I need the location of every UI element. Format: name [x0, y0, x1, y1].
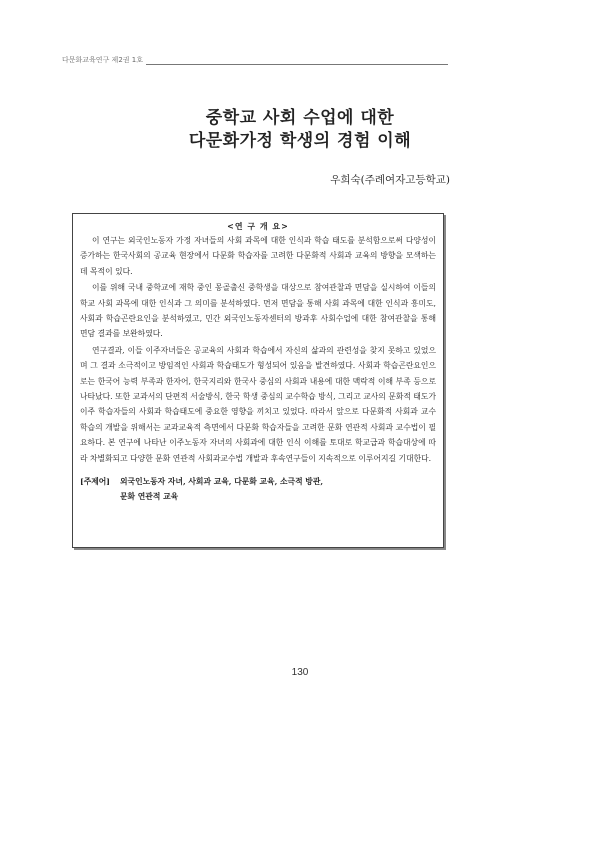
journal-name: 다문화교육연구 제2권 1호 [62, 56, 143, 64]
keywords [80, 474, 436, 504]
keywords-line-2: 문화 연관적 교육 [120, 492, 179, 502]
keywords-line-1: 외국인노동자 자녀, 사회과 교육, 다문화 교육, 소극적 방관, [120, 477, 324, 487]
running-head [62, 55, 448, 65]
abstract-paragraph-1: 이 연구는 외국인노동자 가정 자녀들의 사회 과목에 대한 인식과 학습 태도를 분석함으로써 다양성이 증가하는 한국사회의 공교육 현장에서 다문화 학습자를 고려한 다문화적 사회과 교육의 방향을 모색하는 데 목적이 있다. [80, 236, 436, 276]
title-line-1: 중학교 사회 수업에 대한 [205, 108, 395, 128]
keywords-label: [주제어] [80, 477, 110, 487]
abstract-box [72, 213, 444, 548]
abstract-heading: <연 구 개 요> [227, 221, 289, 231]
author-affiliation: 우희숙(주례여자고등학교) [330, 174, 450, 186]
header-rule [146, 58, 448, 65]
abstract-paragraph-2: 이를 위해 국내 중학교에 재학 중인 몽골출신 중학생을 대상으로 참여관찰과 면담을 실시하여 이들의 학교 사회 과목에 대한 인식과 그 의미를 분석하였다. 먼저 면담을 통해 사회 과목에 대한 인식과 흥미도, 사회과 학습곤란요인을 분석하였고, 민간 외국인노동자센터의 방과후 사회수업에 대한 참여관찰을 통해 면담 결과를 보완하였다. [80, 283, 436, 339]
title-line-2: 다문화가정 학생의 경험 이해 [188, 131, 412, 151]
page-number: 130 [291, 667, 309, 678]
abstract-paragraph-3: 연구결과, 이들 이주자녀들은 공교육의 사회과 학습에서 자신의 삶과의 관련성을 찾지 못하고 있었으며 그 결과 소극적이고 방임적인 사회과 학습태도가 형성되어 있음을 발견하였다. 사회과 학습곤란요인으로는 한국어 능력 부족과 한자어, 한국지리와 한국사 중심의 사회과 내용에 대한 맥락적 이해 부족 등으로 나타났다. 또한 교과서의 단편적 서술방식, 한국 학생 중심의 교수학습 방식, 그리고 교사의 문화적 태도가 이주 학습자들의 사회과 학습태도에 중요한 영향을 끼치고 있었다. 따라서 앞으로 다문화적 사회과 교수학습의 개발을 위해서는 교과교육적 측면에서 다문화 학습자들을 고려한 문화 연관적 사회과 교수법이 필요하다. 본 연구에 나타난 이주노동자 자녀의 사회과에 대한 인식 이해를 토대로 학교급과 학습대상에 따라 차별화되고 다양한 문화 연관적 사회과교수법 개발과 후속연구들이 지속적으로 이루어지길 기대한다. [80, 345, 436, 463]
